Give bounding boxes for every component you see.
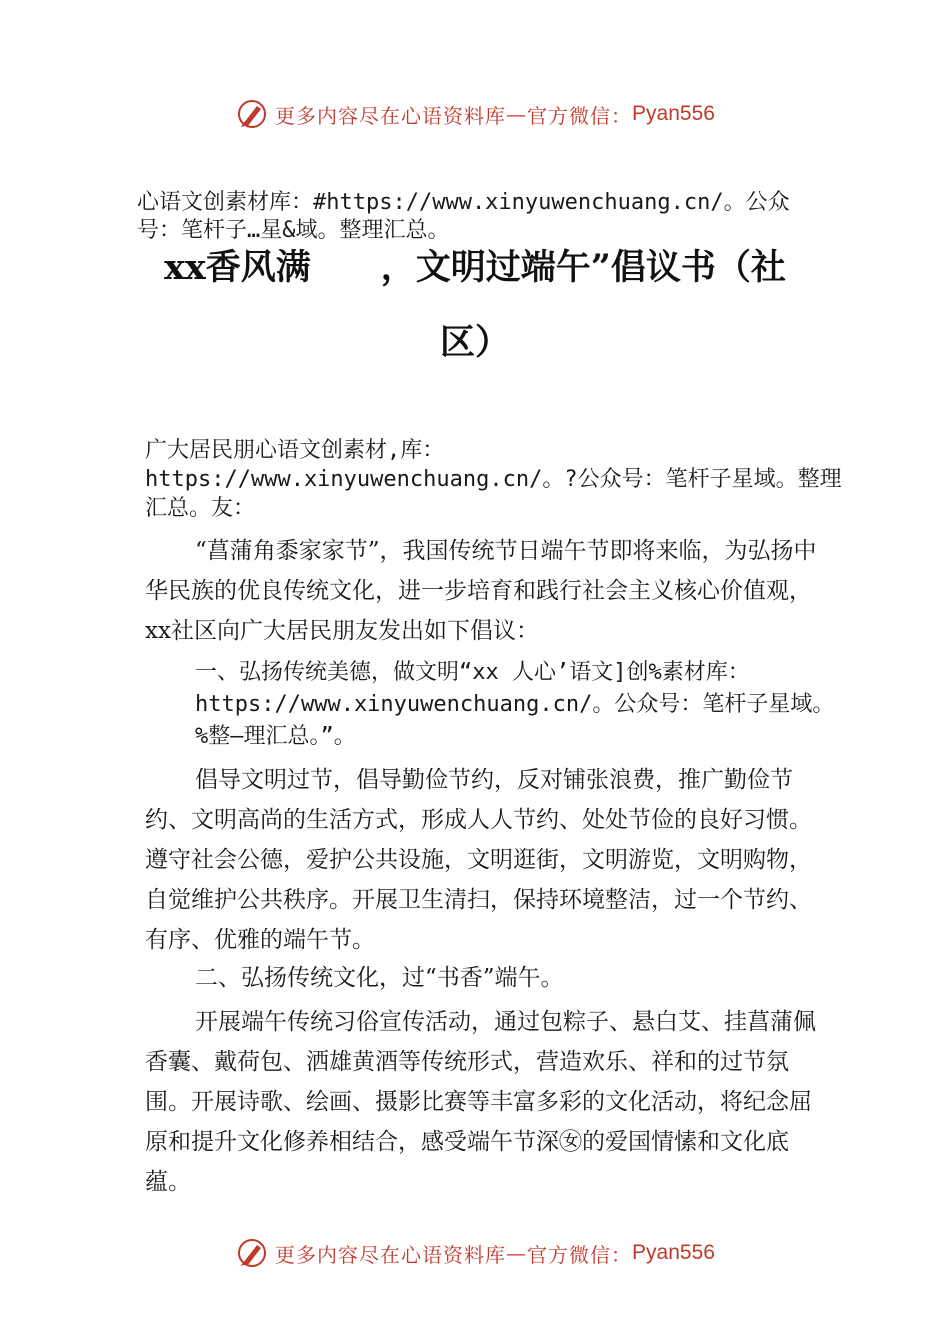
body-paragraph-1: 倡导文明过节，倡导勤俭节约，反对铺张浪费，推广勤俭节约、文明高尚的生活方式，形成人人节约、处处节俭的良好习惯。遵守社会公德，爱护公共设施，文明逛街，文明游览，文明购物，自觉维护公共秩序。开展卫生清扫，保持环境整洁，过一个节约、有序、优雅的端午节。 — [145, 767, 812, 953]
pen-logo-icon — [235, 97, 269, 131]
watermark-dash: — — [506, 102, 528, 126]
watermark-header — [0, 94, 950, 134]
point-two: 二、弘扬传统文化，过“书香”端午。 — [195, 965, 564, 991]
watermark-official: 官方微信： — [527, 103, 633, 128]
point-one: 一、弘扬传统美德，做文明“xx 人心’语文]创%素材库：https://www.xinyuwenchuang.cn/。公众号：笔杆子星域。%整—理汇总。”。 — [195, 660, 835, 749]
header-note: 心语文创素材库：#https://www.xinyuwenchuang.cn/。公众号：笔杆子…星&域。整理汇总。 — [137, 190, 790, 243]
watermark-id: Pyan556 — [632, 1241, 715, 1264]
body-paragraph-2: 开展端午传统习俗宣传活动，通过包粽子、悬白艾、挂菖蒲佩香囊、戴荷包、洒雄黄酒等传统形式，营造欢乐、祥和的过节氛围。开展诗歌、绘画、摄影比赛等丰富多彩的文化活动，将纪念屈原和提升文化修养相结合，感受端午节深㊛的爱国情愫和文化底蕴。 — [145, 1009, 816, 1195]
pen-logo-icon — [235, 1236, 269, 1270]
watermark-id: Pyan556 — [632, 102, 715, 125]
intro-paragraph: “菖蒲角黍家家节”，我国传统节日端午节即将来临，为弘扬中华民族的优良传统文化，进一步培育和践行社会主义核心价值观，xx社区向广大居民朋友发出如下倡议： — [145, 538, 817, 644]
document-title-line2: 区） — [439, 322, 510, 363]
watermark-text: 更多内容尽在心语资料库 — [275, 1242, 507, 1267]
watermark-footer — [0, 1233, 950, 1273]
watermark-official: 官方微信： — [527, 1242, 633, 1267]
watermark-dash: — — [506, 1241, 528, 1265]
document-title-line1: xx香风满 ，文明过端午”倡议书（社 — [164, 247, 786, 288]
watermark-text: 更多内容尽在心语资料库 — [275, 103, 507, 128]
greeting: 广大居民朋心语文创素材,库：https://www.xinyuwenchuang.cn/。?公众号：笔杆子星域。整理汇总。友： — [145, 438, 842, 521]
